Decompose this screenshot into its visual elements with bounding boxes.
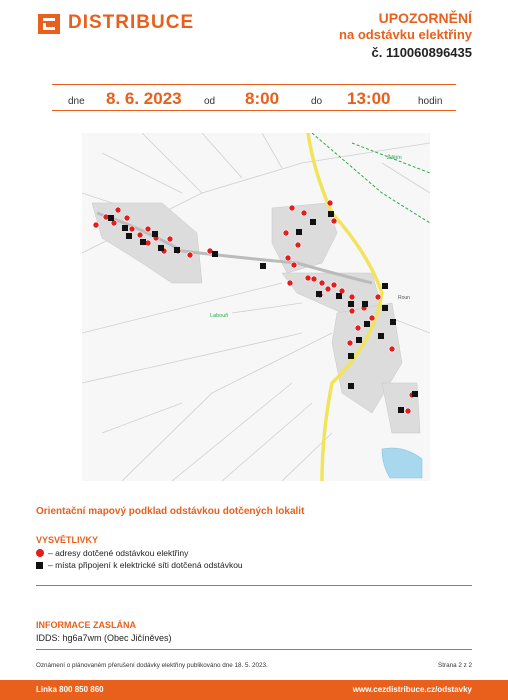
- logo-text: DISTRIBUCE: [68, 12, 195, 33]
- notice-number: č. 110060896435: [371, 45, 472, 60]
- legend-title: VYSVĚTLIVKY: [36, 535, 99, 545]
- legend-row-connections: [36, 560, 243, 570]
- outage-map: [82, 133, 430, 481]
- start-time: 8:00: [245, 89, 280, 108]
- website-link[interactable]: www.cezdistribuce.cz/odstavky: [352, 685, 472, 694]
- notice-subtitle: na odstávku elektřiny: [339, 27, 472, 42]
- legend-red-text: – adresy dotčené odstávkou elektřiny: [48, 548, 189, 558]
- map-label-zilejin: Žilějín: [387, 155, 402, 161]
- notice-title: UPOZORNĚNÍ: [378, 10, 472, 26]
- legend-black-text: – místa připojení k elektrické síti dotčená odstávkou: [48, 560, 243, 570]
- publication-note: Oznámení o plánovaném přerušení dodávky elektřiny publikováno dne 18. 5. 2023.: [36, 662, 268, 669]
- legend-row-addresses: [36, 548, 188, 558]
- footer-bar: [0, 680, 508, 700]
- map-label-labour: Labouň: [210, 313, 229, 319]
- info-title: INFORMACE ZASLÁNA: [36, 620, 136, 630]
- to-label: do: [311, 96, 323, 107]
- hours-label: hodin: [418, 96, 443, 107]
- end-time: 13:00: [347, 89, 391, 108]
- company-logo-icon: [38, 14, 60, 34]
- map-caption: Orientační mapový podklad odstávkou dotčených lokalit: [36, 506, 305, 517]
- info-divider: [36, 649, 472, 650]
- date-divider: [52, 110, 456, 111]
- black-square-icon: [36, 562, 43, 569]
- from-label: od: [204, 96, 216, 107]
- map-label-roun: Roun: [398, 295, 410, 301]
- red-dot-icon: [36, 549, 44, 557]
- idds-text: IDDS: hg6a7wm (Obec Jičíněves): [36, 633, 172, 643]
- map-graphic: [82, 133, 430, 481]
- outage-date: 8. 6. 2023: [106, 89, 182, 108]
- page-number: Strana 2 z 2: [438, 662, 472, 669]
- date-label: dne: [68, 96, 85, 107]
- hotline: Linka 800 850 860: [36, 685, 104, 694]
- top-divider: [52, 84, 456, 85]
- legend-divider: [36, 585, 472, 586]
